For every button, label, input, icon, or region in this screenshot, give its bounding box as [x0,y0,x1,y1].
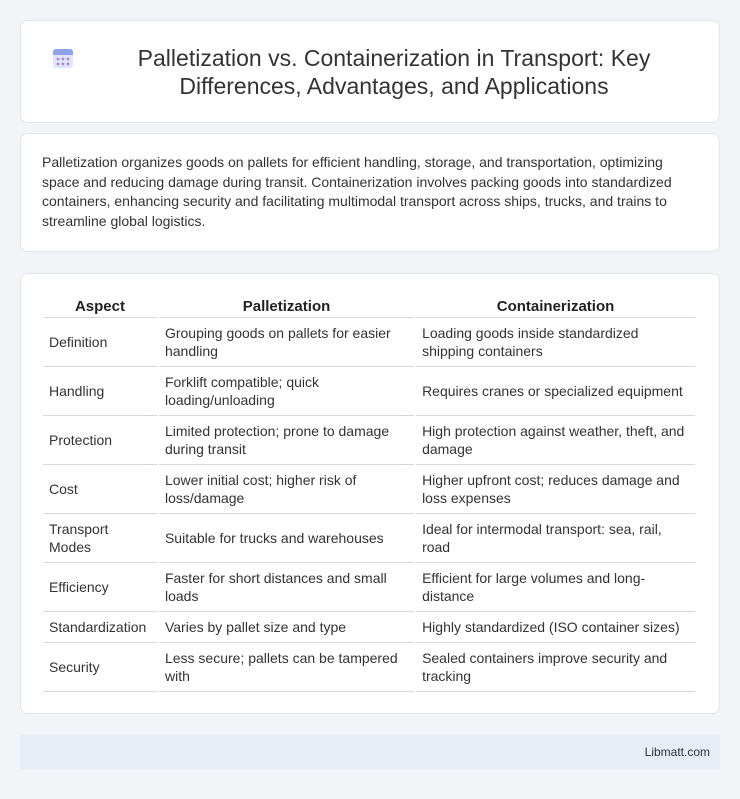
row-containerization: Ideal for intermodal transport: sea, rail, road [416,514,695,563]
title-wrap [51,44,689,100]
row-palletization: Faster for short distances and small loads [159,563,414,612]
row-aspect: Cost [43,465,157,514]
summary-card [20,133,720,252]
row-aspect: Security [43,643,157,692]
row-containerization: Loading goods inside standardized shipping containers [416,318,695,367]
row-containerization: Efficient for large volumes and long-distance [416,563,695,612]
row-palletization: Grouping goods on pallets for easier handling [159,318,414,367]
table-row [43,612,695,643]
row-containerization: Higher upfront cost; reduces damage and loss expenses [416,465,695,514]
row-aspect: Standardization [43,612,157,643]
title-card [20,20,720,123]
table-row [43,416,695,465]
header-palletization: Palletization [159,294,414,318]
row-containerization: Requires cranes or specialized equipment [416,367,695,416]
row-containerization: Highly standardized (ISO container sizes) [416,612,695,643]
row-aspect: Efficiency [43,563,157,612]
table-row [43,514,695,563]
footer-brand[interactable]: Libmatt.com [644,745,710,759]
row-palletization: Limited protection; prone to damage during transit [159,416,414,465]
header-containerization: Containerization [416,294,695,318]
row-palletization: Less secure; pallets can be tampered with [159,643,414,692]
row-palletization: Varies by pallet size and type [159,612,414,643]
calendar-icon [51,46,75,70]
row-aspect: Protection [43,416,157,465]
table-row [43,318,695,367]
comparison-table [41,294,697,692]
header-aspect: Aspect [43,294,157,318]
summary-paragraph: Palletization organizes goods on pallets for efficient handling, storage, and transportation, optimizing space and reducing damage during transit. Containerization involves packing goods into standardized containers, enhancing security and facilitating multimodal transport across ships, trucks, and trains to streamline global logistics. [42,154,672,229]
page-title: Palletization vs. Containerization in Transport: Key Differences, Advantages, and Applications [137,44,651,99]
row-palletization: Forklift compatible; quick loading/unloading [159,367,414,416]
row-containerization: High protection against weather, theft, and damage [416,416,695,465]
row-aspect: Definition [43,318,157,367]
row-aspect: Handling [43,367,157,416]
table-row [43,465,695,514]
table-row [43,563,695,612]
row-aspect: Transport Modes [43,514,157,563]
comparison-card [20,273,720,714]
row-palletization: Suitable for trucks and warehouses [159,514,414,563]
table-row [43,643,695,692]
table-header-row [43,294,695,318]
row-containerization: Sealed containers improve security and tracking [416,643,695,692]
row-palletization: Lower initial cost; higher risk of loss/damage [159,465,414,514]
table-row [43,367,695,416]
footer [20,735,720,769]
